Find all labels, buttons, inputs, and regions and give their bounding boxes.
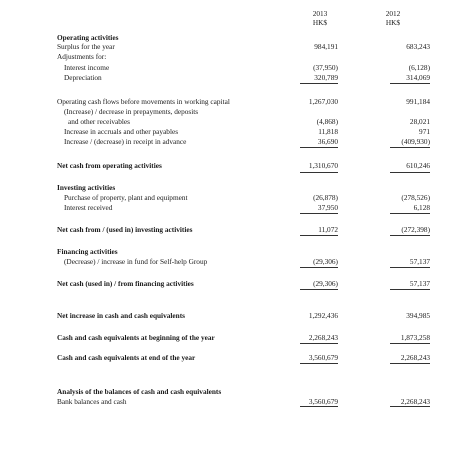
- financing-net-label: Net cash (used in) / from financing activities: [57, 279, 194, 288]
- interest-received-2013: 37,950: [317, 203, 338, 212]
- end-label: Cash and cash equivalents at end of the year: [57, 353, 196, 362]
- investing-net-2013: 11,072: [318, 225, 338, 234]
- fund-label: (Decrease) / increase in fund for Self-help Group: [64, 257, 208, 266]
- underline-depreciation-2012: [390, 83, 430, 84]
- depreciation-2013: 320,789: [314, 73, 338, 82]
- financing-net-2013: (29,306): [313, 279, 338, 288]
- underline-investing-net-2013: [300, 235, 338, 236]
- underline-interest-2013: [300, 213, 338, 214]
- operating-net-2012: 610,246: [406, 161, 430, 170]
- interest-income-label: Interest income: [64, 63, 110, 72]
- interest-received-label: Interest received: [64, 203, 113, 212]
- header-currency-2012: HK$: [385, 18, 401, 27]
- financing-net-2012: 57,137: [409, 279, 430, 288]
- net-increase-2013: 1,292,436: [308, 311, 338, 320]
- header-currency-2013: HK$: [312, 18, 328, 27]
- accruals-label: Increase in accruals and other payables: [64, 127, 179, 136]
- underline-receipt-2013: [300, 147, 338, 148]
- header-year-2012: 2012: [385, 9, 401, 18]
- interest-income-2013: (37,950): [313, 63, 338, 72]
- prepayments-label-2: and other receivables: [68, 117, 130, 126]
- surplus-label: Surplus for the year: [57, 42, 115, 51]
- underline-end-2012: [390, 363, 430, 364]
- investing-net-label: Net cash from / (used in) investing activities: [57, 225, 193, 234]
- depreciation-label: Depreciation: [64, 73, 102, 82]
- ppe-label: Purchase of property, plant and equipment: [64, 193, 188, 202]
- analysis-heading: Analysis of the balances of cash and cash equivalents: [57, 387, 222, 396]
- beginning-label: Cash and cash equivalents at beginning of the year: [57, 333, 215, 342]
- header-year-2013: 2013: [312, 9, 328, 18]
- surplus-2013: 984,191: [314, 42, 338, 51]
- accruals-2013: 11,818: [318, 127, 338, 136]
- net-increase-label: Net increase in cash and cash equivalents: [57, 311, 185, 320]
- surplus-2012: 683,243: [406, 42, 430, 51]
- interest-income-2012: (6,128): [408, 63, 430, 72]
- underline-financing-net-2013: [300, 289, 338, 290]
- operating-net-2013: 1,310,670: [308, 161, 338, 170]
- underline-investing-net-2012: [390, 235, 430, 236]
- underline-operating-net-2012: [390, 172, 430, 173]
- before-wc-2012: 991,184: [406, 97, 430, 106]
- receipt-advance-2012: (409,930): [401, 137, 430, 146]
- bank-label: Bank balances and cash: [57, 397, 127, 406]
- bank-2013: 3,560,679: [308, 397, 338, 406]
- underline-beginning-2013: [300, 343, 338, 344]
- underline-fund-2012: [390, 267, 430, 268]
- bank-2012: 2,268,243: [400, 397, 430, 406]
- before-wc-2013: 1,267,030: [308, 97, 338, 106]
- beginning-2012: 1,873,258: [400, 333, 430, 342]
- interest-received-2012: 6,128: [413, 203, 430, 212]
- before-wc-label: Operating cash flows before movements in working capital: [57, 97, 230, 106]
- underline-receipt-2012: [390, 147, 430, 148]
- ppe-2013: (26,878): [313, 193, 338, 202]
- adjustments-label: Adjustments for:: [57, 52, 107, 61]
- accruals-2012: 971: [419, 127, 430, 136]
- underline-interest-2012: [390, 213, 430, 214]
- prepayments-label-1: (Increase) / decrease in prepayments, deposits: [64, 107, 199, 116]
- net-increase-2012: 394,985: [406, 311, 430, 320]
- investing-net-2012: (272,398): [401, 225, 430, 234]
- operating-net-label: Net cash from operating activities: [57, 161, 162, 170]
- financing-heading: Financing activities: [57, 247, 118, 256]
- underline-financing-net-2012: [390, 289, 430, 290]
- prepayments-2012: 28,021: [409, 117, 430, 126]
- underline-bank-2013: [300, 406, 338, 407]
- end-2013: 3,560,679: [308, 353, 338, 362]
- ppe-2012: (278,526): [401, 193, 430, 202]
- underline-end-2013: [300, 363, 338, 364]
- fund-2013: (29,306): [313, 257, 338, 266]
- fund-2012: 57,137: [409, 257, 430, 266]
- beginning-2013: 2,268,243: [308, 333, 338, 342]
- underline-beginning-2012: [390, 343, 430, 344]
- underline-bank-2012: [390, 406, 430, 407]
- underline-depreciation-2013: [300, 83, 338, 84]
- underline-fund-2013: [300, 267, 338, 268]
- investing-heading: Investing activities: [57, 183, 116, 192]
- underline-operating-net-2013: [300, 172, 338, 173]
- operating-heading: Operating activities: [57, 33, 119, 42]
- end-2012: 2,268,243: [400, 353, 430, 362]
- receipt-advance-label: Increase / (decrease) in receipt in advance: [64, 137, 187, 146]
- depreciation-2012: 314,069: [406, 73, 430, 82]
- prepayments-2013: (4,868): [316, 117, 338, 126]
- receipt-advance-2013: 36,690: [317, 137, 338, 146]
